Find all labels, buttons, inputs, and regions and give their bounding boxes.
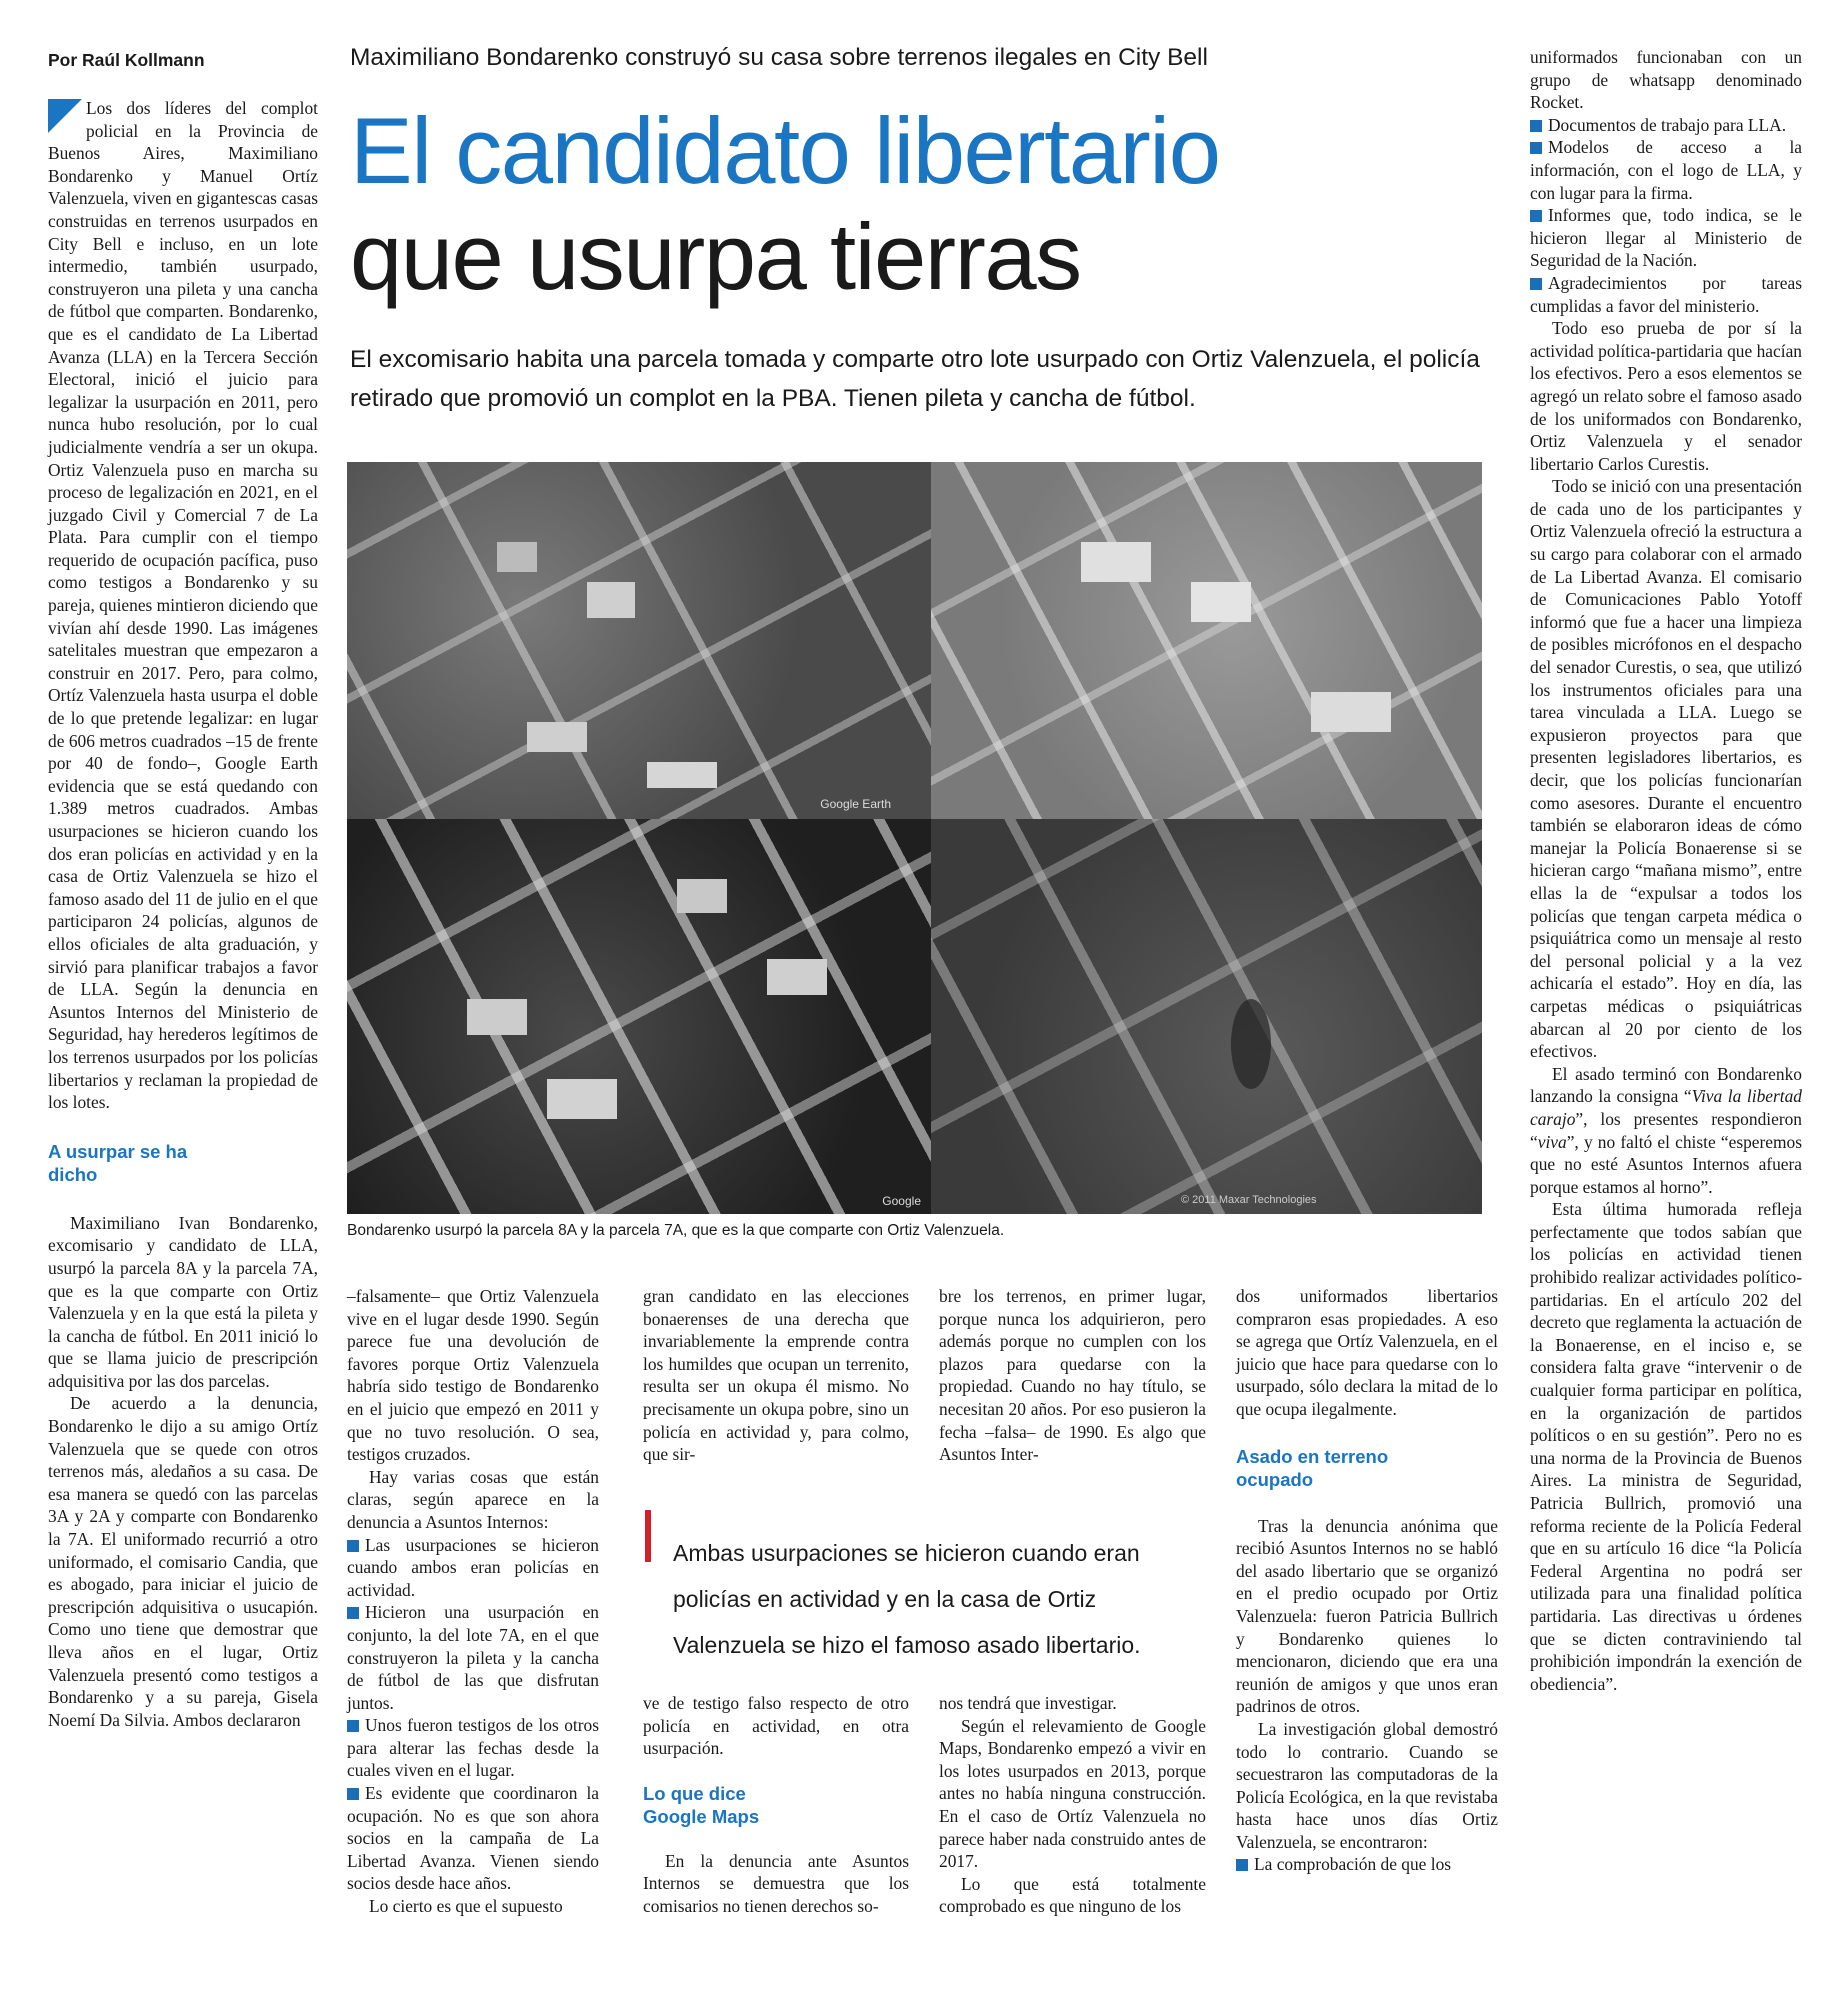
- satellite-image-bottom-right: [931, 819, 1482, 1214]
- column-3-bottom: [643, 1692, 909, 1918]
- col3-paragraph-1: gran candidato en las elecciones bonaerenses de una derecha que invariablemente la emprende contra los humildes que ocupan un terrenito, resulta ser un okupa él mismo. No precisamente un okupa pobre, sino un policía en actividad y, para colmo, que sir-: [643, 1286, 909, 1465]
- col4-paragraph-4: Lo que está totalmente comprobado es que ninguno de los: [939, 1873, 1206, 1917]
- col6-bullet-2: Modelos de acceso a la información, con el logo de LLA, y con lugar para la firma.: [1530, 137, 1802, 203]
- lead-triangle-icon: [48, 99, 82, 133]
- col5-paragraph-1: dos uniformados libertarios compraron esas propiedades. A eso se agrega que Ortíz Valenzuela, en el juicio que hace para quedarse con lo usurpado, sólo declara la mitad de lo que ocupa ilegalmente.: [1236, 1286, 1498, 1419]
- col6-bullet-1: Documentos de trabajo para LLA.: [1530, 114, 1802, 137]
- satellite-image-composite: [347, 462, 1482, 1214]
- col2-paragraph-2: Hay varias cosas que están claras, según aparece en la denuncia a Asuntos Internos:: [347, 1466, 599, 1532]
- pull-quote-text: Ambas usurpaciones se hicieron cuando eran policías en actividad y en la casa de Ortiz Valenzuela se hizo el famoso asado libertario.: [673, 1540, 1141, 1658]
- col6-paragraph-3: Todo se inició con una presentación de cada uno de los participantes y Ortiz Valenzuela ofreció la estructura a su cargo para colaborar con el armado de La Libertad Avanza. El comisario de Comunicaciones Pablo Yotoff informó que fue a hacer una limpieza de posibles micrófonos en el despacho del senador Curestis, o sea, que utilizó los instrumentos oficiales para una tarea vinculada a LLA. Luego se expusieron proyectos para que presenten legisladores libertarios, es decir, que los policías funcionarían como asesores. Durante el encuentro también se elaboraron ideas de cómo manejar la Policía Bonaerense si se hicieran cargo “mañana mismo”, entre ellas la de “expulsar a todos los policías que tengan carpeta médica o psiquiátrica como un mensaje al resto del personal policial y a la vez achicaría el estado”. Hoy en día, las carpetas médicas o psiquiátricas abarcan al 20 por ciento de los efectivos.: [1530, 476, 1802, 1062]
- col4-paragraph-2: nos tendrá que investigar.: [939, 1693, 1117, 1713]
- kicker: Maximiliano Bondarenko construyó su casa sobre terrenos ilegales en City Bell: [350, 44, 1208, 71]
- col5-paragraph-3: La investigación global demostró todo lo contrario. Cuando se secuestraron las computadoras de la Policía Ecológica, en la que revistaba hasta hace unos días Ortiz Valenzuela, se encontraron:: [1236, 1718, 1498, 1852]
- col2-bullet-2: Hicieron una usurpación en conjunto, la del lote 7A, en el que construyeron la pileta y la cancha de fútbol de las que disfrutan juntos.: [347, 1602, 599, 1713]
- col3-paragraph-2: ve de testigo falso respecto de otro policía en actividad, en otra usurpación.: [643, 1693, 909, 1759]
- col3-subhead: Lo que dice Google Maps: [643, 1782, 760, 1827]
- col2-bullet-3: Unos fueron testigos de los otros para alterar las fechas desde la cuales viven en el lugar.: [347, 1715, 599, 1781]
- col6-paragraph-1: uniformados funcionaban con un grupo de whatsapp denominado Rocket.: [1530, 47, 1802, 113]
- col3-paragraph-3: En la denuncia ante Asuntos Internos se demuestra que los comisarios no tienen derechos so-: [643, 1850, 909, 1916]
- col6-paragraph-4: El asado terminó con Bondarenko lanzando la consigna “Viva la libertad carajo”, los presentes respondieron “viva”, y no faltó el chiste “esperemos que no esté Asuntos Internos afuera porque estamos al horno”.: [1530, 1063, 1802, 1197]
- column-4-bottom: [939, 1692, 1206, 1918]
- column-1: [48, 97, 318, 1731]
- watermark-google-earth-1: Google Earth: [820, 797, 891, 811]
- watermark-google: Google: [882, 1194, 921, 1208]
- column-2: [347, 1285, 599, 1918]
- col1-paragraph-1: Los dos líderes del complot policial en la Provincia de Buenos Aires, Maximiliano Bondarenko y Manuel Ortíz Valenzuela, viven en gigantescas casas construidas en terrenos usurpados en City Bell e incluso, en un lote intermedio, también usurpado, construyeron una pileta y una cancha de fútbol que comparten. Bondarenko, que es el candidato de La Libertad Avanza (LLA) en la Tercera Sección Electoral, inició el juicio para legalizar la usurpación en 2011, pero nunca hubo resolución, por lo cual judicialmente vendría a ser un okupa. Ortiz Valenzuela puso en marcha su proceso de legalización en 2021, en el juzgado Civil y Comercial 7 de La Plata. Para cumplir con el tiempo requerido de ocupación pacífica, puso como testigos a Bondarenko y su pareja, quienes mintieron diciendo que vivían ahí desde 1990. Las imágenes satelitales muestran que empezaron a construir en 2017. Pero, para colmo, Ortíz Valenzuela hasta usurpa el doble de lo que pretende legalizar: en lugar de 606 metros cuadrados –15 de frente por 40 de fondo–, Google Earth evidencia que se está quedando con 1.389 metros cuadrados. Ambas usurpaciones se hicieron cuando los dos eran policías en actividad y en la casa de Ortiz Valenzuela se hizo el famoso asado del 11 de julio en el que participaron 24 policías, algunos de ellos oficiales de alta graduación, y sirvió para planificar trabajos a favor de LLA. Según la denuncia en Asuntos Internos del Ministerio de Seguridad, hay herederos legítimos de los terrenos usurpados por los policías libertarios y reclaman la propiedad de los lotes.: [48, 98, 318, 1113]
- col6-bullet-3: Informes que, todo indica, se le hicieron llegar al Ministerio de Seguridad de la Nación.: [1530, 205, 1802, 271]
- column-5: [1236, 1285, 1498, 1876]
- col1-paragraph-2: Maximiliano Ivan Bondarenko, excomisario y candidato de LLA, usurpó la parcela 8A y la parcela 7A, que es la que comparte con Ortiz Valenzuela y en la que está la pileta y la cancha de fútbol. En 2011 inició lo que se llama juicio de prescripción adquisitiva por las dos parcelas.: [48, 1212, 318, 1391]
- headline-line2: que usurpa tierras: [350, 204, 1081, 309]
- column-6: [1530, 46, 1802, 1695]
- column-4-top: [939, 1285, 1206, 1466]
- col6-paragraph-2: Todo eso prueba de por sí la actividad política-partidaria que hacían los efectivos. Pero a esos elementos se agregó un relato sobre el famoso asado de los uniformados con Bondarenko, Ortiz Valenzuela y el senador libertario Carlos Curestis.: [1530, 318, 1802, 474]
- col5-bullet-1: La comprobación de que los: [1236, 1853, 1498, 1876]
- satellite-image-top-left: [347, 462, 931, 819]
- headline-line1: El candidato libertario: [350, 98, 1220, 203]
- col1-subhead: A usurpar se ha dicho: [48, 1140, 188, 1185]
- col1-paragraph-3: De acuerdo a la denuncia, Bondarenko le dijo a su amigo Ortíz Valenzuela que se quede con otros terrenos más, aledaños a su casa. De esa manera se quedó con las parcelas 3A y 2A y comparte con Bondarenko la 7A. El uniformado recurrió a otro uniformado, el comisario Candia, que es abogado, para iniciar el juicio de prescripción adquisitiva o usucapión. Como uno tiene que demostrar que lleva años en el lugar, Ortiz Valenzuela presentó como testigos a Bondarenko y a su pareja, Gisela Noemí Da Silvia. Ambos declararon: [48, 1393, 318, 1730]
- col4-paragraph-3: Según el relevamiento de Google Maps, Bondarenko empezó a vivir en los lotes usurpados en 2013, porque antes no había ninguna construcción. En el caso de Ortíz Valenzuela no parece haber nada construido antes de 2017.: [939, 1715, 1206, 1872]
- image-caption: Bondarenko usurpó la parcela 8A y la parcela 7A, que es la que comparte con Ortiz Valenzuela.: [347, 1222, 1005, 1239]
- col4-paragraph-1: bre los terrenos, en primer lugar, porque nunca los adquirieron, pero además porque no cumplen con los plazos para quedarse con la propiedad. Cuando no hay título, se necesitan 20 años. Por eso pusieron la fecha –falsa– de 1990. Es algo que Asuntos Inter-: [939, 1286, 1206, 1465]
- headline: [350, 98, 1219, 310]
- col2-paragraph-1: –falsamente– que Ortiz Valenzuela vive en el lugar desde 1990. Según parece fue una devolución de favores porque Ortiz Valenzuela habría sido testigo de Bondarenko en el juicio que empezó en 2011 y que no tuvo resolución. O sea, testigos cruzados.: [347, 1286, 599, 1465]
- col5-paragraph-2: Tras la denuncia anónima que recibió Asuntos Internos no se habló del asado libertario que se organizó en el predio ocupado por Ortiz Valenzuela: fueron Patricia Bullrich y Bondarenko quienes lo mencionaron, diciendo que era una reunión de amigos y que unos eran padrinos de otros.: [1236, 1515, 1498, 1717]
- column-3-top: [643, 1285, 909, 1466]
- watermark-maxar: © 2011 Maxar Technologies: [1181, 1194, 1317, 1206]
- col6-paragraph-5: Esta última humorada refleja perfectamente que todos sabían que los policías en actividad tienen prohibido realizar actividades político-partidarias. En el artículo 202 del decreto que reglamenta la actuación de la Bonaerense, en el inciso e, se considera falta grave “intervenir o de cualquier forma participar en política, en la organización de partidos políticos o en su gestión”. Pero no es una norma de la Provincia de Buenos Aires. La ministra de Seguridad, Patricia Bullrich, promovió una reforma reciente de la Policía Federal que en su artículo 16 dice “la Policía Federal Argentina no podrá ser utilizada para una finalidad política partidaria. Las directivas u órdenes que se dicten contraviniendo tal prohibición impondrán la exención de obediencia”.: [1530, 1199, 1802, 1694]
- satellite-image-top-right: [931, 462, 1482, 819]
- col2-bullet-1: Las usurpaciones se hicieron cuando ambos eran policías en actividad.: [347, 1534, 599, 1600]
- satellite-image-bottom-left: [347, 819, 931, 1214]
- col5-subhead: Asado en terreno ocupado: [1236, 1445, 1389, 1490]
- col2-bullet-4: Es evidente que coordinaron la ocupación. No es que son ahora socios en la campaña de La Libertad Avanza. Vienen siendo socios desde hace años.: [347, 1783, 599, 1894]
- pull-quote-bar: [645, 1510, 651, 1562]
- pull-quote: [645, 1510, 1205, 1658]
- byline: Por Raúl Kollmann: [48, 50, 205, 70]
- col6-bullet-4: Agradecimientos por tareas cumplidas a favor del ministerio.: [1530, 272, 1802, 316]
- col2-paragraph-3: Lo cierto es que el supuesto: [369, 1896, 563, 1917]
- deck: El excomisario habita una parcela tomada y comparte otro lote usurpado con Ortiz Valenzuela, el policía retirado que promovió un complot en la PBA. Tienen pileta y cancha de fútbol.: [350, 346, 1480, 412]
